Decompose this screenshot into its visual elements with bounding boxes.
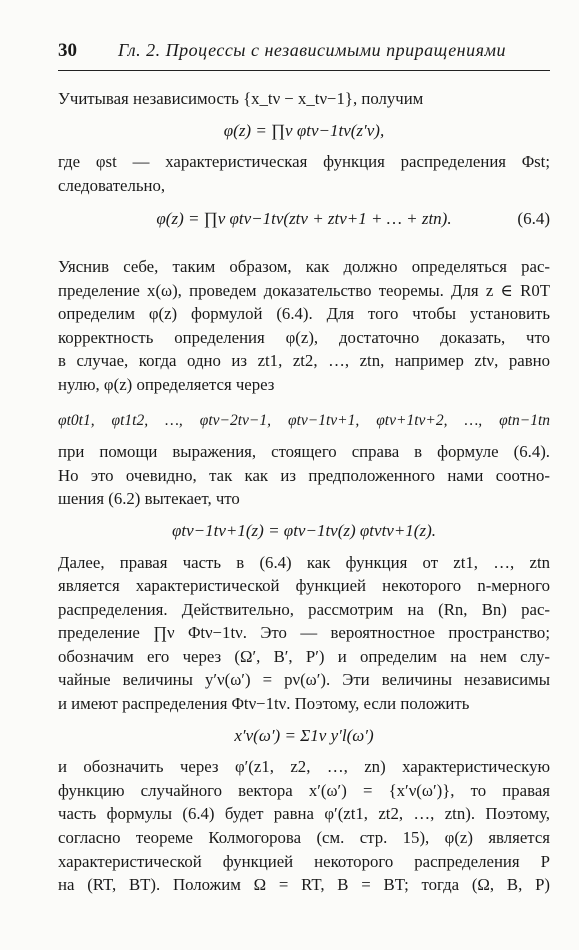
formula-6-4-body: φ(z) = ∏ν φtν−1tν(ztν + ztν+1 + … + ztn). <box>156 209 452 229</box>
text-line: на (RT, BT). Положим Ω = RT, B = BT; тогда (Ω, B, P) <box>58 875 550 895</box>
text-line: Уяснив себе, таким образом, как должно определяться рас- <box>58 256 550 276</box>
text-line: следовательно, <box>58 175 166 195</box>
paragraph <box>58 440 550 511</box>
text-line: Но это очевидно, так как из предположенного нами соотно- <box>58 465 550 485</box>
running-title: Гл. 2. Процессы с независимыми приращениями <box>118 40 506 60</box>
text-line: пределение x(ω), проведем доказательство теоремы. Для z ∈ R0T <box>58 280 550 300</box>
text-line: характеристической функцией некоторого распределения P <box>58 851 550 871</box>
text-line: функцию случайного вектора x′(ω′) = {x′ν(ω′)}, то правая <box>58 780 550 800</box>
text-line: Учитывая независимость {x_tν − x_tν−1}, получим <box>58 89 424 108</box>
text-line: обозначим его через (Ω′, B′, P′) и определим на нем слу- <box>58 646 550 666</box>
page-number: 30 <box>58 40 77 61</box>
formula-6-4 <box>58 207 550 231</box>
text-line: чайные величины y′ν(ω′) = pν(ω′). Эти величины независимы <box>58 670 550 690</box>
formula-product: φ(z) = ∏ν φtν−1tν(z′ν), <box>223 120 385 140</box>
text-line: согласно теореме Колмогорова (см. стр. 15), φ(z) является <box>58 828 550 848</box>
text-line: нулю, φ(z) определяется через <box>58 374 275 394</box>
text-line: распределения. Действительно, рассмотрим на (Rn, Bn) рас- <box>58 599 550 619</box>
text-line: при помощи выражения, стоящего справа в формуле (6.4). <box>58 442 550 462</box>
running-header <box>58 40 550 71</box>
paragraph <box>58 255 550 397</box>
page-body <box>58 87 550 897</box>
paragraph <box>58 551 550 716</box>
equation-number: (6.4) <box>517 209 550 229</box>
text-line: шения (6.2) вытекает, что <box>58 489 240 509</box>
text-line: определим φ(z) формулой (6.4). Для того чтобы установить <box>58 304 550 324</box>
formula-sum: x′ν(ω′) = Σ1ν y′l(ω′) <box>234 725 374 745</box>
text-line: и обозначить через φ′(z1, z2, …, zn) характеристическую <box>58 757 550 777</box>
text-line: и имеют распределения Φtν−1tν. Поэтому, если положить <box>58 694 470 714</box>
text-line: пределение ∏ν Φtν−1tν. Это — вероятностное пространство; <box>58 623 550 643</box>
paragraph <box>58 755 550 897</box>
text-line: часть формулы (6.4) будет равна φ′(zt1, zt2, …, ztn). Поэтому, <box>58 804 550 824</box>
function-sequence: φt0t1, φt1t2, …, φtν−2tν−1, φtν−1tν+1, φtν+1tν+2, …, φtn−1tn <box>58 411 550 429</box>
text-line: корректность определения φ(z), достаточно доказать, что <box>58 327 550 347</box>
text-line: Далее, правая часть в (6.4) как функция от zt1, …, ztn <box>58 552 550 572</box>
text-line: в случае, когда одно из zt1, zt2, …, ztn, например ztν, равно <box>58 351 550 371</box>
book-page <box>58 40 550 897</box>
formula-composition: φtν−1tν+1(z) = φtν−1tν(z) φtνtν+1(z). <box>172 520 436 540</box>
text-line: является характеристической функцией некоторого n-мерного <box>58 576 550 596</box>
text-line: где φst — характеристическая функция распределения Φst; <box>58 152 550 172</box>
